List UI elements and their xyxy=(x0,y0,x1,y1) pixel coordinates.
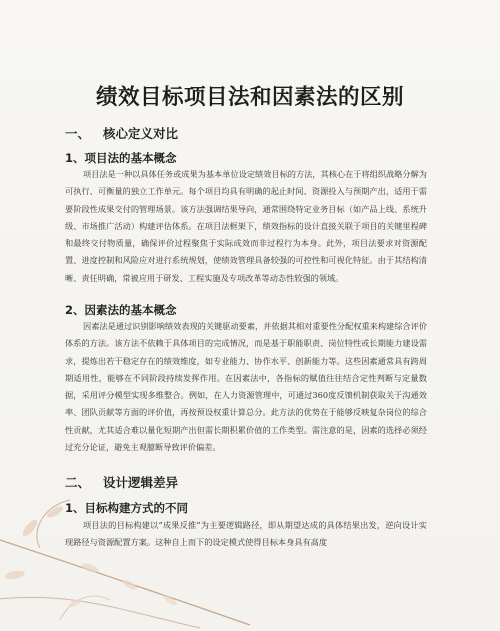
paragraph-goal-construction: 项目法的目标构建以“成果反推”为主要逻辑路径，即从期望达成的具体结果出发，逆向设计实现路径与资源配置方案。这种自上而下的设定模式使得目标本身具有高度 xyxy=(65,520,427,548)
section-title: 核心定义对比 xyxy=(103,126,179,141)
page-title: 绩效目标项目法和因素法的区别 xyxy=(95,85,404,110)
section-heading-2 xyxy=(65,473,178,491)
subsection-heading-1-1: 1、项目法的基本概念 xyxy=(65,151,177,165)
subsection-heading-1-2: 2、因素法的基本概念 xyxy=(65,303,177,317)
section-heading-1 xyxy=(65,124,178,142)
paragraph-project-method: 项目法是一种以具体任务或成果为基本单位设定绩效目标的方法，其核心在于将组织战略分解为可执行、可衡量的独立工作单元。每个项目均具有明确的起止时间、资源投入与预期产出，适用于需要阶段性成果交付的管理场景。该方法强调结果导向，通常围绕特定业务目标（如产品上线、系统升级、市场推广活动）构建评估体系。在项目法框架下，绩效指标的设计直接关联于项目的关键里程碑和最终交付物质量，确保评价过程聚焦于实际成效而非过程行为本身。此外，项目法要求对资源配置、进度控制和风险应对进行系统规划，使绩效管理具备较强的可控性和可视化特征。由于其结构清晰、责任明确，常被应用于研发、工程实施及专项改革等动态性较强的领域。 xyxy=(65,169,427,283)
section-title: 设计逻辑差异 xyxy=(103,475,179,490)
section-number: 二、 xyxy=(65,475,91,490)
paragraph-factor-method: 因素法是通过识别影响绩效表现的关键驱动要素，并依据其相对重要性分配权重来构建综合评价体系的方法。该方法不依赖于具体项目的完成情况，而是基于职能职责、岗位特性或长期能力建设需求，提炼出若干稳定存在的绩效维度，如专业能力、协作水平、创新能力等。这些因素通常具有跨周期适用性，能够在不同阶段持续发挥作用。在因素法中，各指标的赋值往往结合定性判断与定量数据，采用评分模型实现多维整合。例如，在人力资源管理中，可通过360度反馈机制获取关于沟通效率、团队贡献等方面的评价值，再按预设权重计算总分。此方法的优势在于能够反映复杂岗位的综合性贡献，尤其适合难以量化短期产出但需长期积累价值的工作类型。需注意的是，因素的选择必须经过充分论证，避免主观臆断导致评价偏差。 xyxy=(65,321,427,453)
subsection-heading-2-1: 1、目标构建方式的不同 xyxy=(65,501,189,515)
section-number: 一、 xyxy=(65,126,91,141)
